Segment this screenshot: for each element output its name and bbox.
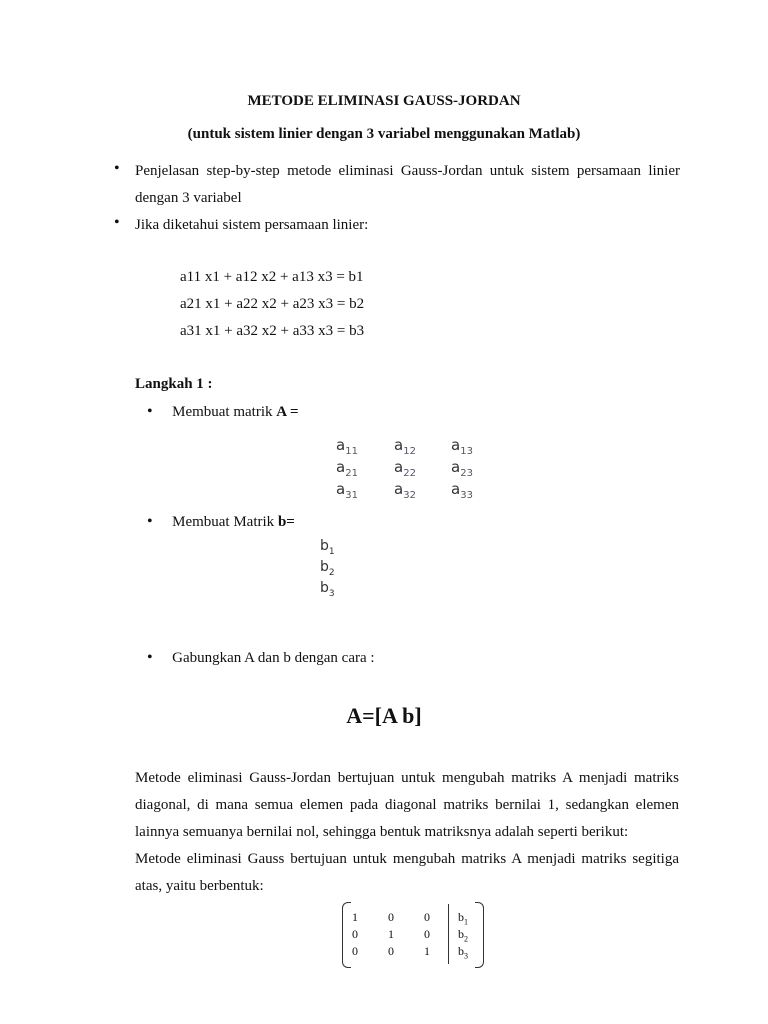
equation-row: a31 x1 + a32 x2 + a33 x3 = b3: [180, 323, 365, 339]
matrix-entry: 1: [424, 944, 430, 958]
bullet-text: Penjelasan step-by-step metode eliminasi Gauss-Jordan untuk sistem persamaan linier dengan 3 variabel: [135, 163, 680, 206]
matrix-entry: $a_{22}$: [394, 458, 416, 479]
bullet-icon: •: [114, 214, 120, 231]
matrix-b: [320, 538, 350, 602]
matrix-entry: 1: [352, 910, 358, 924]
document-title: METODE ELIMINASI GAUSS-JORDAN: [247, 93, 521, 109]
matrix-entry: $a_{33}$: [451, 480, 473, 501]
matrix-entry: $b_3$: [320, 580, 335, 599]
left-bracket: [342, 902, 351, 968]
matrix-a-label: A =: [276, 404, 299, 420]
matrix-entry: $b_1$: [320, 538, 335, 557]
matrix-entry: 0: [388, 944, 394, 958]
equation-row: a21 x1 + a22 x2 + a23 x3 = b2: [180, 296, 365, 312]
matrix-entry: $b_2$: [320, 559, 335, 578]
right-bracket: [475, 902, 484, 968]
bullet-text: Gabungkan A dan b dengan cara :: [172, 650, 375, 666]
matrix-entry: 0: [352, 944, 358, 958]
bullet-icon: •: [147, 403, 153, 420]
list-item: [147, 403, 299, 421]
paragraph-gauss: Metode eliminasi Gauss bertujuan untuk mengubah matriks A menjadi matriks segitiga atas, yaitu berbentuk:: [135, 851, 679, 894]
matrix-entry: 0: [424, 927, 430, 941]
bullet-icon: •: [114, 160, 120, 177]
matrix-entry: $a_{12}$: [394, 436, 416, 457]
matrix-entry: 1: [388, 927, 394, 941]
matrix-entry: $a_{31}$: [336, 480, 358, 501]
matrix-entry: 0: [424, 910, 430, 924]
list-item: [114, 212, 680, 239]
bullet-list-intro: [114, 158, 680, 239]
augmented-matrix: [342, 902, 484, 966]
matrix-a: [336, 436, 496, 500]
bullet-text: Membuat Matrik: [172, 514, 278, 530]
bullet-text: Membuat matrik: [172, 404, 277, 420]
bullet-icon: •: [147, 649, 153, 666]
matrix-entry: $b_2$: [458, 927, 468, 944]
list-item: [147, 513, 295, 531]
matrix-entry: $a_{23}$: [451, 458, 473, 479]
matrix-entry: $a_{32}$: [394, 480, 416, 501]
list-item: [147, 649, 375, 667]
matrix-entry: $a_{11}$: [336, 436, 358, 457]
bullet-icon: •: [147, 513, 153, 530]
matrix-entry: $a_{13}$: [451, 436, 473, 457]
augment-divider: [448, 904, 449, 964]
list-item: [114, 158, 680, 212]
matrix-entry: 0: [352, 927, 358, 941]
equation-row: a11 x1 + a12 x2 + a13 x3 = b1: [180, 269, 364, 285]
matrix-entry: $a_{21}$: [336, 458, 358, 479]
bullet-text: Jika diketahui sistem persamaan linier:: [135, 217, 369, 233]
matrix-entry: $b_3$: [458, 944, 468, 961]
matrix-entry: $b_1$: [458, 910, 468, 927]
combine-equation: A=[A b]: [346, 703, 422, 728]
matrix-b-label: b=: [277, 514, 295, 530]
step-label: Langkah 1 :: [135, 376, 213, 392]
matrix-entry: 0: [388, 910, 394, 924]
document-subtitle: (untuk sistem linier dengan 3 variabel menggunakan Matlab): [187, 126, 581, 142]
paragraph-gauss-jordan: Metode eliminasi Gauss-Jordan bertujuan untuk mengubah matriks A menjadi matriks diagonal, di mana semua elemen pada diagonal matriks bernilai 1, sedangkan elemen lainnya semuanya bernilai nol, sehingga bentuk matriksnya adalah seperti berikut:: [135, 770, 679, 840]
